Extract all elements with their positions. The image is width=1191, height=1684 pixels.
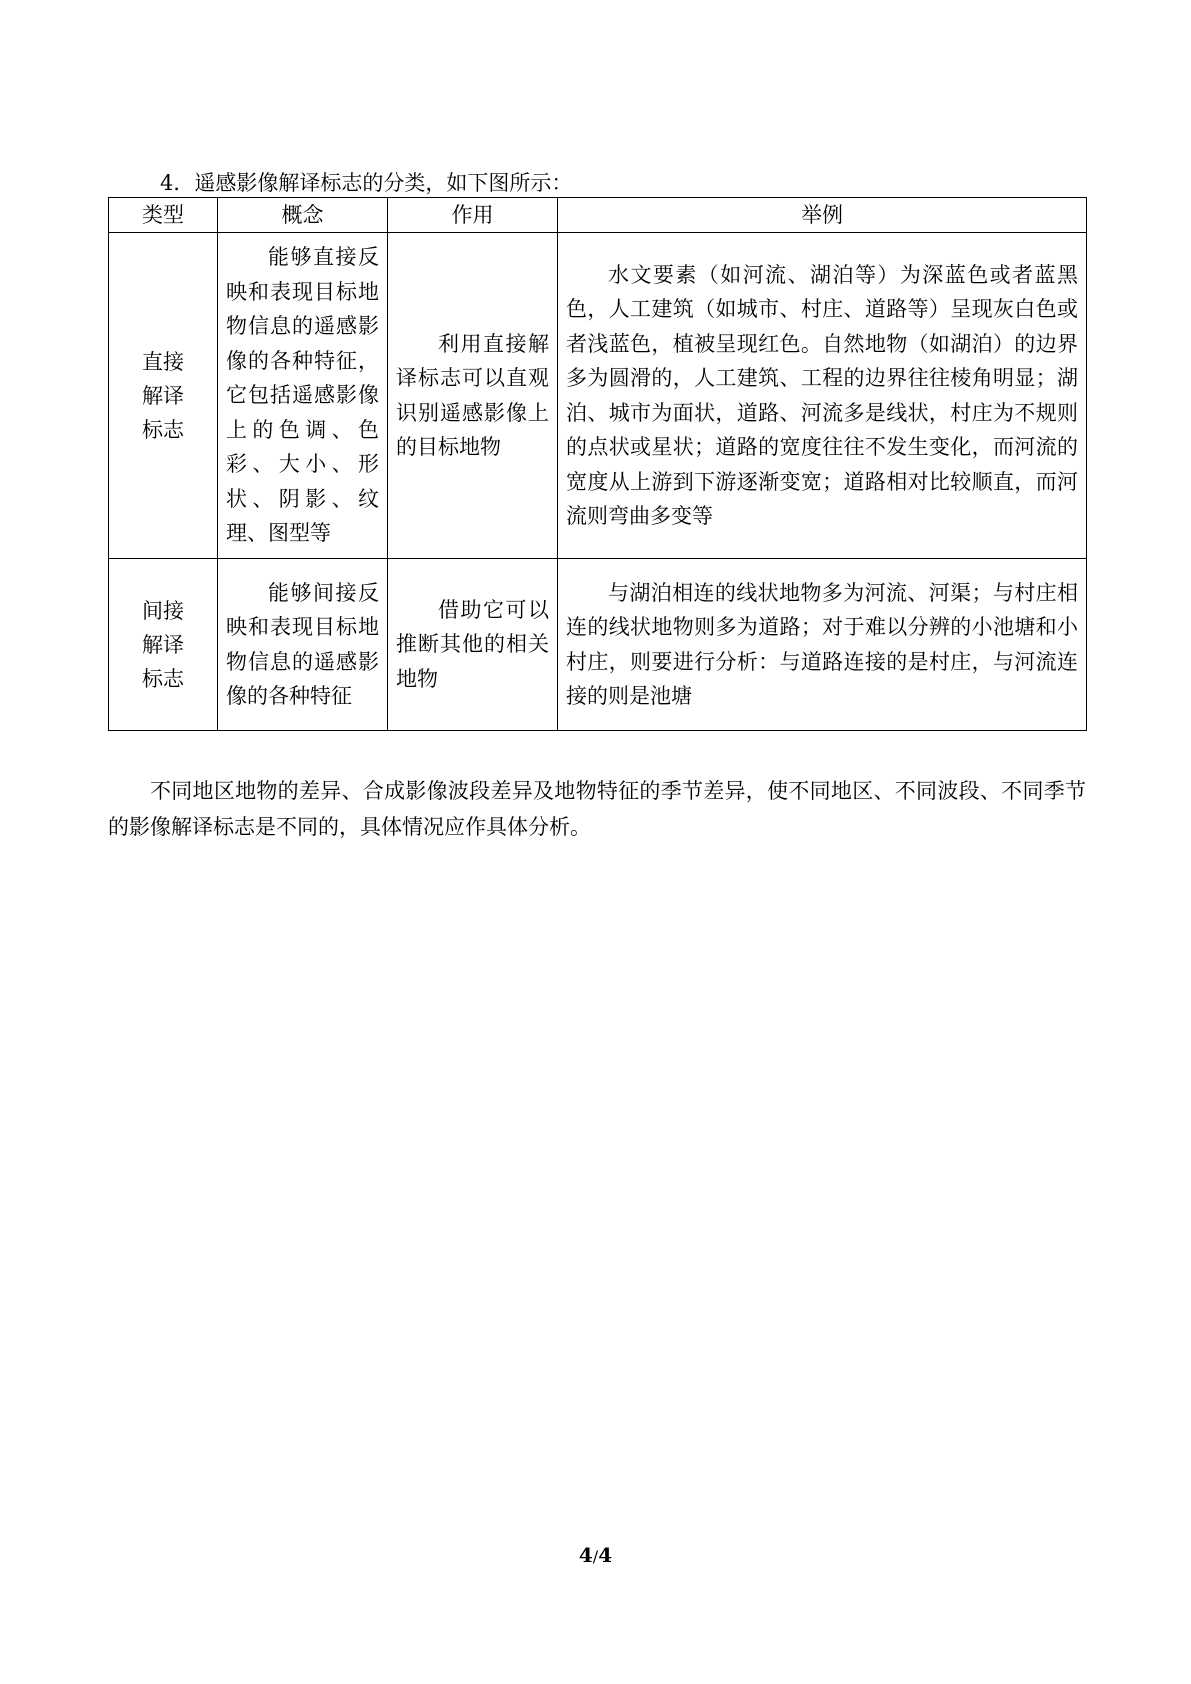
concept-cell: 能够间接反映和表现目标地物信息的遥感影像的各种特征 [218,559,388,731]
section-heading: 4．遥感影像解译标志的分类，如下图所示： [160,171,573,195]
page-number [0,1543,1191,1567]
type-line: 解译 [142,383,184,408]
type-cell [109,233,218,559]
function-cell: 利用直接解译标志可以直观识别遥感影像上的目标地物 [388,233,558,559]
example-cell: 与湖泊相连的线状地物多为河流、河渠；与村庄相连的线状地物则多为道路；对于难以分辨的小池塘和小村庄，则要进行分析：与道路连接的是村庄，与河流连接的则是池塘 [558,559,1087,731]
page-separator: / [592,1547,599,1566]
header-type: 类型 [109,198,218,233]
type-cell [109,559,218,731]
interpretation-marks-table [108,197,1087,731]
header-concept: 概念 [218,198,388,233]
page-total: 4 [598,1543,613,1567]
type-line: 间接 [142,598,184,623]
table-row [109,233,1087,559]
type-line: 标志 [142,417,184,442]
example-cell: 水文要素（如河流、湖泊等）为深蓝色或者蓝黑色，人工建筑（如城市、村庄、道路等）呈现灰白色或者浅蓝色，植被呈现红色。自然地物（如湖泊）的边界多为圆滑的，人工建筑、工程的边界往往棱角明显；湖泊、城市为面状，道路、河流多是线状，村庄为不规则的点状或星状；道路的宽度往往不发生变化，而河流的宽度从上游到下游逐渐变宽；道路相对比较顺直，而河流则弯曲多变等 [558,233,1087,559]
type-line: 解译 [142,632,184,657]
table-header-row [109,198,1087,233]
type-line: 标志 [142,666,184,691]
header-function: 作用 [388,198,558,233]
function-cell: 借助它可以推断其他的相关地物 [388,559,558,731]
header-example: 举例 [558,198,1087,233]
page-current: 4 [578,1543,593,1567]
table-row [109,559,1087,731]
type-line: 直接 [142,349,184,374]
concept-cell: 能够直接反映和表现目标地物信息的遥感影像的各种特征，它包括遥感影像上的色调、色彩、大小、形状、阴影、纹理、图型等 [218,233,388,559]
closing-paragraph: 不同地区地物的差异、合成影像波段差异及地物特征的季节差异，使不同地区、不同波段、不同季节的影像解译标志是不同的，具体情况应作具体分析。 [108,779,1086,839]
